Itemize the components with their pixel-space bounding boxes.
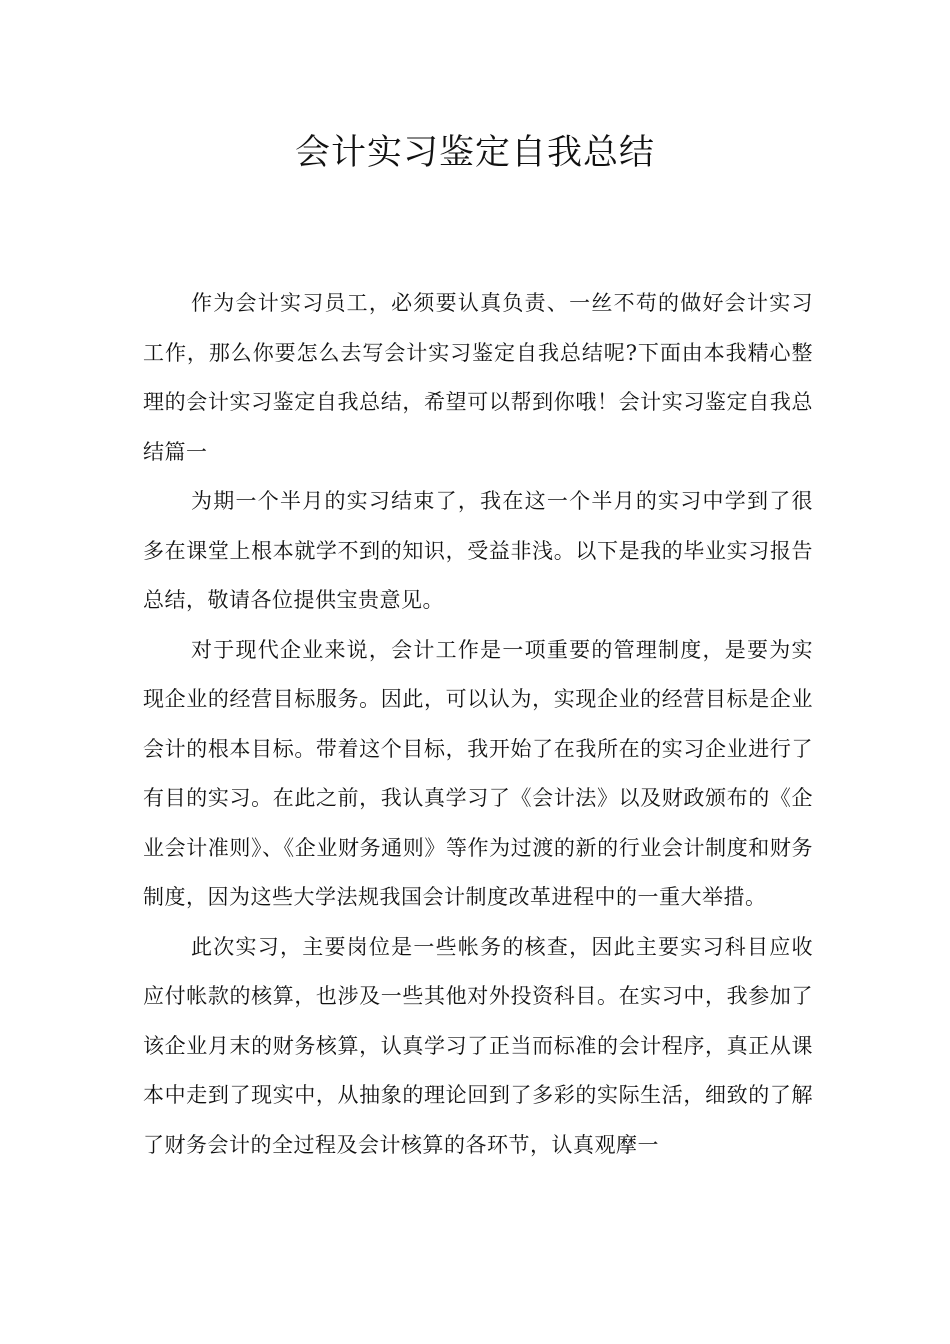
paragraph-accounting-goal: 对于现代企业来说，会计工作是一项重要的管理制度，是要为实现企业的经营目标服务。因此，可以认为，实现企业的经营目标是企业会计的根本目标。带着这个目标，我开始了在我所在的实习企业进行了有目的实习。在此之前，我认真学习了《会计法》以及财政颁布的《企业会计准则》、《企业财务通则》等作为过渡的新的行业会计制度和财务制度，因为这些大学法规我国会计制度改革进程中的一重大举措。 — [143, 637, 813, 909]
paragraph-intro: 作为会计实习员工，必须要认真负责、一丝不苟的做好会计实习工作，那么你要怎么去写会计实习鉴定自我总结呢?下面由本我精心整理的会计实习鉴定自我总结，希望可以帮到你哦！会计实习鉴定自我总结篇一 — [143, 291, 813, 464]
paragraph-internship-end: 为期一个半月的实习结束了，我在这一个半月的实习中学到了很多在课堂上根本就学不到的知识，受益非浅。以下是我的毕业实习报告总结，敬请各位提供宝贵意见。 — [143, 489, 813, 612]
document-title: 会计实习鉴定自我总结 — [294, 133, 655, 173]
document-body — [143, 279, 813, 1170]
paragraph-internship-duties: 此次实习，主要岗位是一些帐务的核查，因此主要实习科目应收应付帐款的核算，也涉及一些其他对外投资科目。在实习中，我参加了该企业月末的财务核算，认真学习了正当而标准的会计程序，真正从课本中走到了现实中，从抽象的理论回到了多彩的实际生活，细致的了解了财务会计的全过程及会计核算的各环节，认真观摩一 — [143, 934, 813, 1157]
